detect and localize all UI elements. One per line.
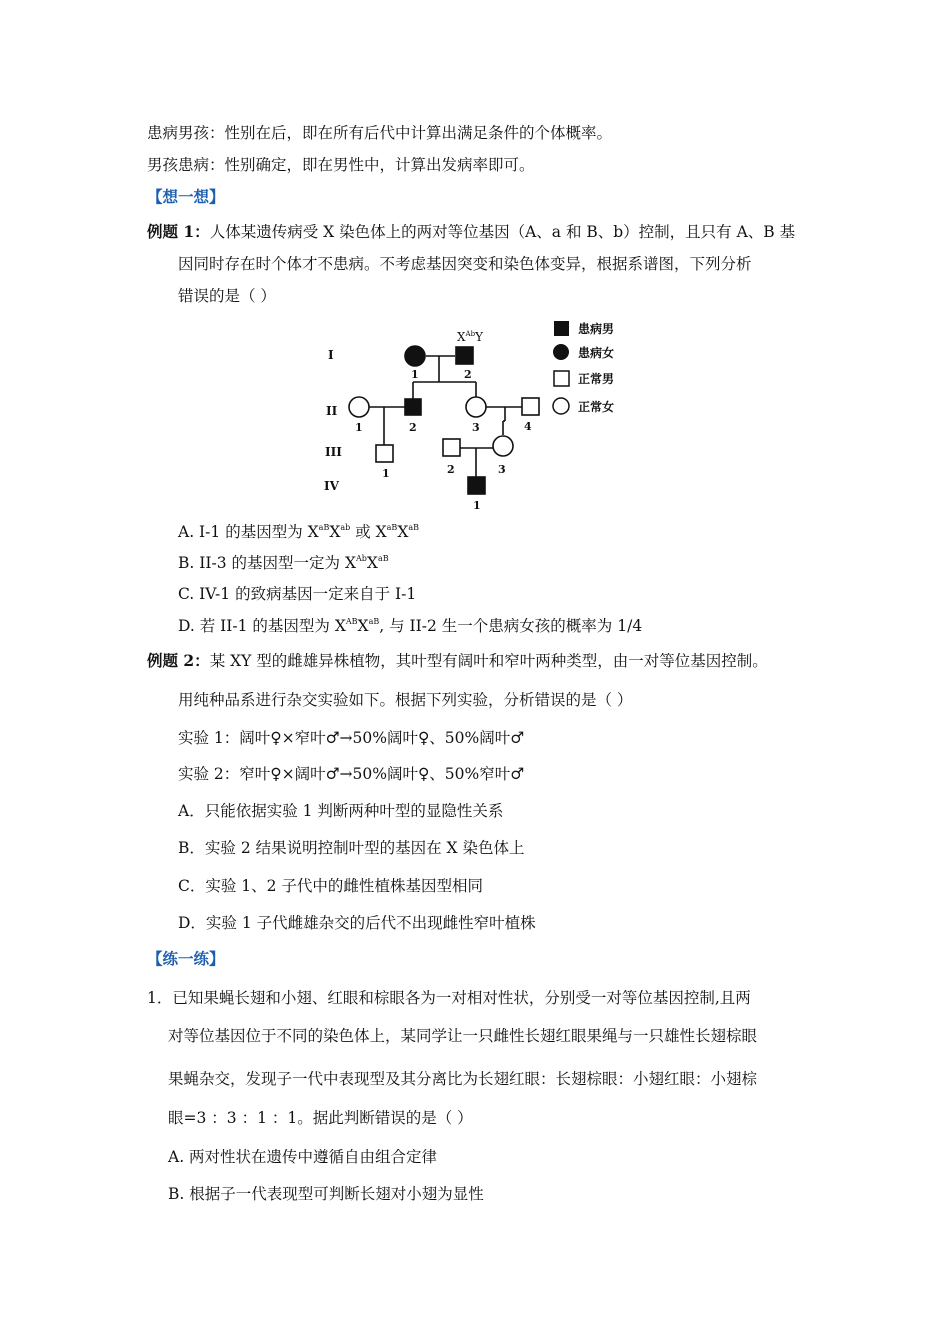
generation-label-1: I [328, 348, 334, 362]
generation-label-2: II [326, 404, 338, 418]
example2-option-c: C．实验 1、2 子代中的雌性植株基因型相同 [178, 877, 483, 895]
individual-III-3-normal-female [493, 436, 513, 456]
example2-label: 例题 2： [147, 651, 210, 670]
individual-number-IV-1: 1 [473, 499, 481, 512]
question1-line-2: 对等位基因位于不同的染色体上，某同学让一只雌性长翅红眼果绳与一只雄性长翅棕眼 [168, 1027, 758, 1045]
individual-III-1-normal-male [376, 445, 393, 462]
question1-line-4: 眼=3 ：3 ：1 ：1。据此判断错误的是（ ） [168, 1109, 473, 1127]
legend-label-normal-male: 正常男 [578, 372, 615, 386]
generation-label-4: IV [324, 479, 339, 493]
intro-line-1: 患病男孩：性别在后，即在所有后代中计算出满足条件的个体概率。 [147, 124, 613, 142]
example2-option-a: A．只能依据实验 1 判断两种叶型的显隐性关系 [178, 802, 504, 820]
example1-stem-1: 人体某遗传病受 X 染色体上的两对等位基因（A、a 和 B、b）控制，且只有 A、B 基 [209, 223, 796, 241]
example2-option-b: B．实验 2 结果说明控制叶型的基因在 X 染色体上 [178, 839, 525, 857]
intro-line-2: 男孩患病：性别确定，即在男性中，计算出发病率即可。 [147, 156, 535, 174]
genotype-label: $X^{Ab}Y$ [457, 330, 484, 344]
individual-I-1-affected-female [405, 346, 425, 366]
legend-symbol-normal-female [553, 398, 569, 414]
individual-III-2-normal-male [443, 439, 460, 456]
example1-option-a: A. I-1 的基因型为 $X^{aB}X^{ab}$ 或 $X^{aB}X^{aB}$ [178, 523, 420, 541]
example2-experiment-2: 实验 2：窄叶♀×阔叶♂→50%阔叶♀、50%窄叶♂ [178, 765, 525, 783]
example2-stem-1: 某 XY 型的雌雄异株植物，其叶型有阔叶和窄叶两种类型，由一对等位基因控制。 [209, 652, 768, 670]
question1-option-a: A. 两对性状在遗传中遵循自由组合定律 [168, 1148, 438, 1166]
pedigree-legend [553, 321, 614, 414]
legend-label-affected-male: 患病男 [578, 322, 615, 336]
example1-stem-3: 错误的是（ ） [178, 287, 276, 305]
question1-line-1: 1．已知果蝇长翅和小翅、红眼和棕眼各为一对相对性状，分别受一对等位基因控制,且两 [147, 989, 751, 1007]
individual-I-2-affected-male [456, 347, 473, 364]
individual-number-III-3: 3 [498, 463, 506, 476]
legend-symbol-affected-female [553, 344, 569, 360]
individual-II-4-normal-male [522, 398, 539, 415]
individual-number-II-3: 3 [472, 421, 480, 434]
example1-option-d: D. 若 II-1 的基因型为 $X^{AB}X^{aB}$, 与 II-2 生一个患病女孩的概率为 1/4 [178, 617, 643, 635]
generation-label-3: III [325, 445, 342, 459]
example1-stem-2: 因同时存在时个体才不患病。不考虑基因突变和染色体变异，根据系谱图，下列分析 [178, 255, 752, 273]
question1-option-b: B. 根据子一代表现型可判断长翅对小翅为显性 [168, 1185, 484, 1203]
individual-number-II-4: 4 [524, 420, 532, 433]
legend-symbol-affected-male [554, 321, 569, 336]
individual-number-III-2: 2 [447, 463, 455, 476]
individual-number-I-1: 1 [411, 368, 419, 381]
question1-line-3: 果蝇杂交，发现子一代中表现型及其分离比为长翅红眼：长翅棕眼：小翅红眼：小翅棕 [168, 1070, 758, 1088]
example1-option-c: C. IV-1 的致病基因一定来自于 I-1 [178, 585, 417, 603]
section-heading-practice: 【练一练】 [147, 949, 225, 968]
example2-stem-2: 用纯种品系进行杂交实验如下。根据下列实验，分析错误的是（ ） [178, 691, 633, 709]
example1-option-b: B. II-3 的基因型一定为 $X^{Ab}X^{aB}$ [178, 554, 389, 572]
section-heading-think: 【想一想】 [147, 187, 225, 206]
example1-label: 例题 1： [147, 222, 210, 241]
individual-IV-1-affected-male [468, 477, 485, 494]
example2-option-d: D．实验 1 子代雌雄杂交的后代不出现雌性窄叶植株 [178, 914, 536, 932]
individual-number-III-1: 1 [382, 467, 390, 480]
legend-label-normal-female: 正常女 [578, 400, 615, 414]
example1-first-line [147, 222, 795, 242]
individual-II-1-normal-female [349, 397, 369, 417]
individual-II-3-normal-female [466, 397, 486, 417]
individual-number-I-2: 2 [464, 368, 472, 381]
individual-number-II-2: 2 [409, 421, 417, 434]
individual-number-II-1: 1 [355, 421, 363, 434]
example2-experiment-1: 实验 1：阔叶♀×窄叶♂→50%阔叶♀、50%阔叶♂ [178, 729, 525, 747]
pedigree-chart [318, 320, 636, 512]
legend-label-affected-female: 患病女 [578, 346, 615, 360]
individual-II-2-affected-male [405, 399, 421, 415]
legend-symbol-normal-male [554, 371, 569, 386]
example2-first-line [147, 651, 768, 671]
